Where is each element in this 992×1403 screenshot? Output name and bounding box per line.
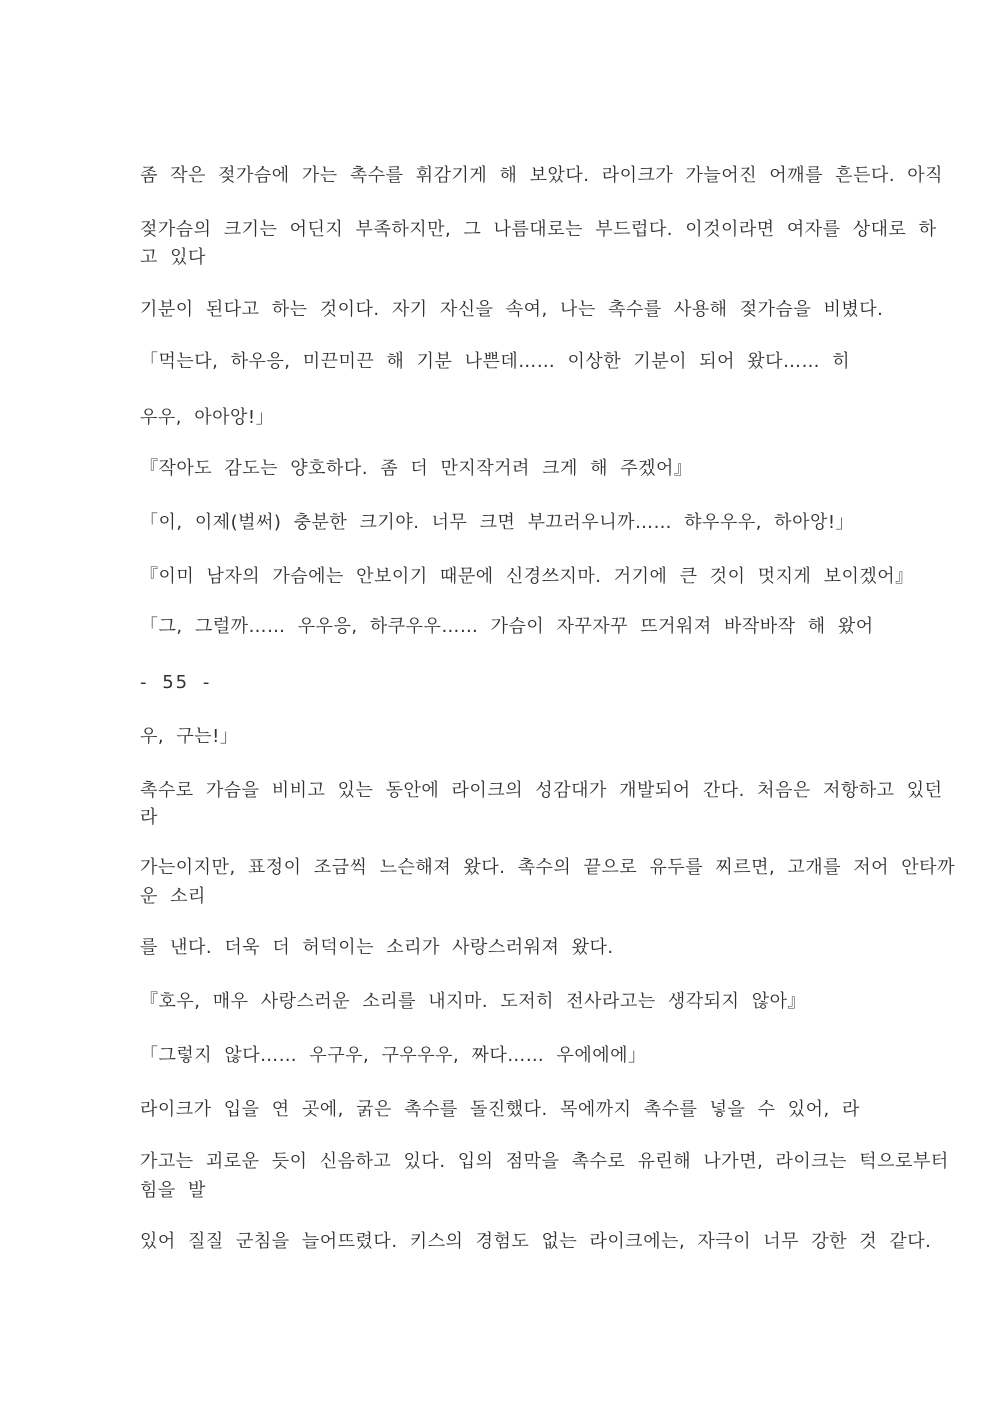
narration-line: 젖가슴의 크기는 어딘지 부족하지만, 그 나름대로는 부드럽다. 이것이라면 여자를 상대로 하 (140, 219, 937, 240)
narration-line: 가고는 괴로운 듯이 신음하고 있다. 입의 점막을 촉수로 유린해 나가면, 라이크는 턱으로부터 (140, 1151, 949, 1172)
narration-line: 고 있다 (140, 247, 206, 268)
narration-line: 가는이지만, 표정이 조금씩 느슨해져 왔다. 촉수의 끝으로 유두를 찌르면, 고개를 저어 안타까 (140, 857, 955, 878)
dialogue-line: 「이, 이제(벌써) 충분한 크기야. 너무 크면 부끄러우니까…… 햐우우우, 하아앙!」 (140, 512, 855, 533)
dialogue-line: 『호우, 매우 사랑스러운 소리를 내지마. 도저히 전사라고는 생각되지 않아』 (140, 991, 806, 1012)
page-number: - 55 - (140, 672, 212, 693)
dialogue-line: 『이미 남자의 가슴에는 안보이기 때문에 신경쓰지마. 거기에 큰 것이 멋지게 보이겠어』 (140, 566, 914, 587)
narration-line: 운 소리 (140, 886, 206, 907)
dialogue-line: 「그, 그럴까…… 우우응, 하쿠우우…… 가슴이 자꾸자꾸 뜨거워져 바작바작 해 왔어 (140, 616, 874, 637)
dialogue-line: 『작아도 감도는 양호하다. 좀 더 만지작거려 크게 해 주겠어』 (140, 458, 693, 479)
dialogue-line: 「그렇지 않다…… 우구우, 구우우우, 짜다…… 우에에에」 (140, 1045, 647, 1066)
dialogue-line: 우우, 아아앙!」 (140, 407, 275, 428)
narration-line: 힘을 발 (140, 1180, 206, 1201)
narration-line: 촉수로 가슴을 비비고 있는 동안에 라이크의 성감대가 개발되어 간다. 처음은 저항하고 있던 (140, 780, 943, 801)
narration-line: 라이크가 입을 연 곳에, 굵은 촉수를 돌진했다. 목에까지 촉수를 넣을 수 있어, 라 (140, 1099, 860, 1120)
dialogue-line: 우, 구는!」 (140, 726, 239, 747)
dialogue-line: 「먹는다, 하우응, 미끈미끈 해 기분 나쁜데…… 이상한 기분이 되어 왔다…… 히 (140, 351, 851, 372)
narration-line: 있어 질질 군침을 늘어뜨렸다. 키스의 경험도 없는 라이크에는, 자극이 너무 강한 것 같다. (140, 1231, 932, 1252)
narration-line: 라 (140, 807, 158, 828)
narration-line: 를 낸다. 더욱 더 허덕이는 소리가 사랑스러워져 왔다. (140, 937, 614, 958)
narration-line: 좀 작은 젖가슴에 가는 촉수를 휘감기게 해 보았다. 라이크가 가늘어진 어깨를 흔든다. 아직 (140, 165, 944, 186)
narration-line: 기분이 된다고 하는 것이다. 자기 자신을 속여, 나는 촉수를 사용해 젖가슴을 비볐다. (140, 299, 884, 320)
